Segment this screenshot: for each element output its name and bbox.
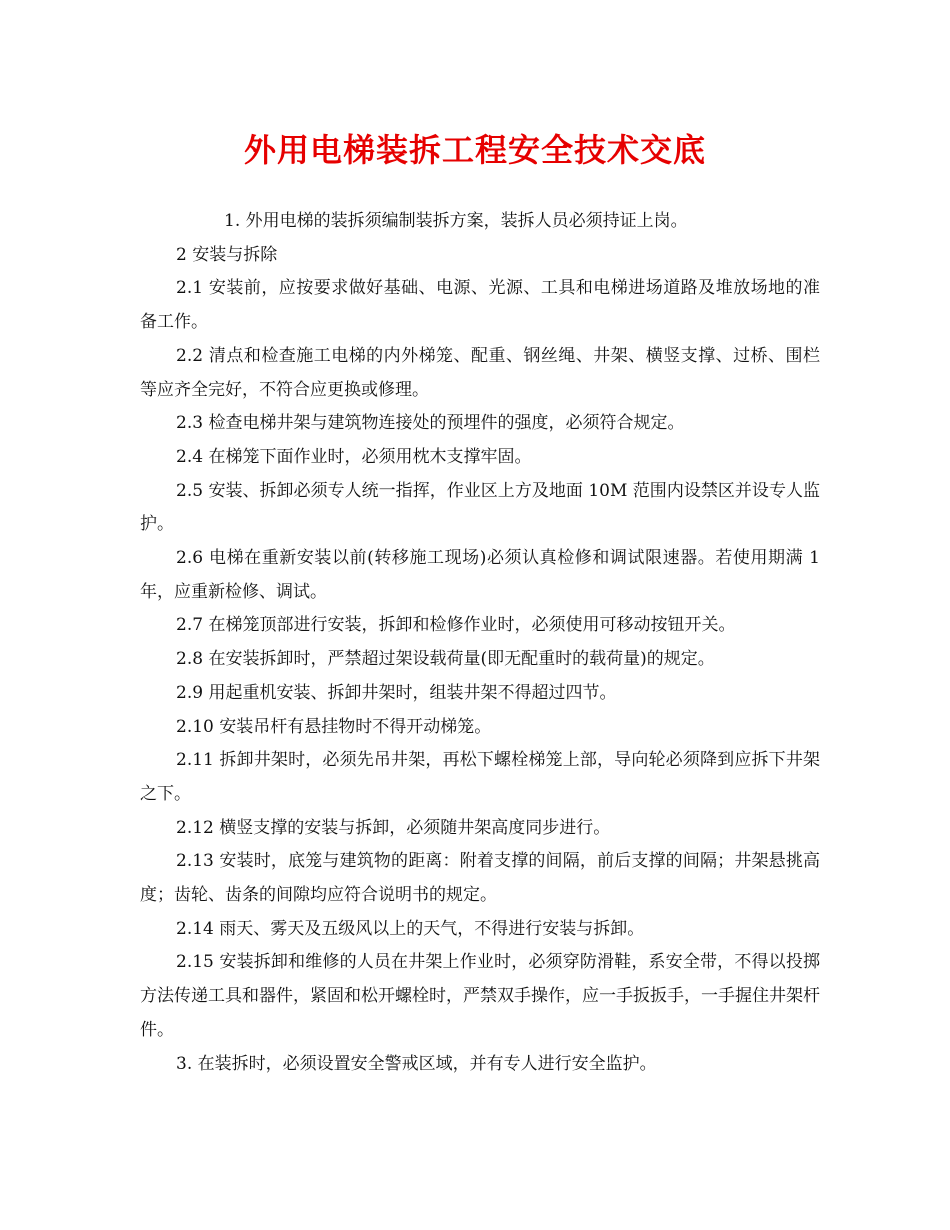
paragraph-2-15: 2.15 安装拆卸和维修的人员在井架上作业时，必须穿防滑鞋，系安全带，不得以投掷方法传递工具和器件，紧固和松开螺栓时，严禁双手操作，应一手扳扳手，一手握住井架杆件。 (140, 952, 820, 1040)
document-body (140, 205, 820, 1081)
document-title: 外用电梯装拆工程安全技术交底 (243, 131, 706, 169)
paragraph-2-3: 2.3 检查电梯井架与建筑物连接处的预埋件的强度，必须符合规定。 (176, 413, 685, 434)
paragraph-2-8: 2.8 在安装拆卸时，严禁超过架设载荷量(即无配重时的载荷量)的规定。 (176, 649, 715, 670)
paragraph-1: 1. 外用电梯的装拆须编制装拆方案，装拆人员必须持证上岗。 (224, 211, 688, 231)
paragraph-2-2: 2.2 清点和检查施工电梯的内外梯笼、配重、钢丝绳、井架、横竖支撑、过桥、围栏等应齐全完好，不符合应更换或修理。 (140, 345, 820, 400)
paragraph-2-7: 2.7 在梯笼顶部进行安装，拆卸和检修作业时，必须使用可移动按钮开关。 (176, 615, 736, 636)
paragraph-2-12: 2.12 横竖支撑的安装与拆卸，必须随井架高度同步进行。 (176, 817, 611, 838)
paragraph-2-11: 2.11 拆卸井架时，必须先吊井架，再松下螺栓梯笼上部，导向轮必须降到应拆下井架之下。 (140, 750, 820, 804)
paragraph-2: 2 安装与拆除 (176, 244, 278, 265)
paragraph-2-14: 2.14 雨天、雾天及五级风以上的天气，不得进行安装与拆卸。 (176, 918, 645, 939)
paragraph-3: 3. 在装拆时，必须设置安全警戒区域，并有专人进行安全监护。 (176, 1053, 657, 1074)
paragraph-2-13: 2.13 安装时，底笼与建筑物的距离：附着支撑的间隔，前后支撑的间隔；井架悬挑高度；齿轮、齿条的间隙均应符合说明书的规定。 (140, 851, 820, 906)
paragraph-2-6: 2.6 电梯在重新安装以前(转移施工现场)必须认真检修和调试限速器。若使用期满 1 年，应重新检修、调试。 (140, 548, 820, 602)
paragraph-2-1: 2.1 安装前，应按要求做好基础、电源、光源、工具和电梯进场道路及堆放场地的准备工作。 (140, 278, 820, 333)
paragraph-2-4: 2.4 在梯笼下面作业时，必须用枕木支撑牢固。 (176, 446, 532, 467)
paragraph-2-9: 2.9 用起重机安装、拆卸井架时，组装井架不得超过四节。 (176, 682, 617, 703)
paragraph-2-5: 2.5 安装、拆卸必须专人统一指挥，作业区上方及地面 10M 范围内设禁区并设专人监护。 (140, 480, 820, 535)
paragraph-2-10: 2.10 安装吊杆有悬挂物时不得开动梯笼。 (176, 716, 492, 737)
